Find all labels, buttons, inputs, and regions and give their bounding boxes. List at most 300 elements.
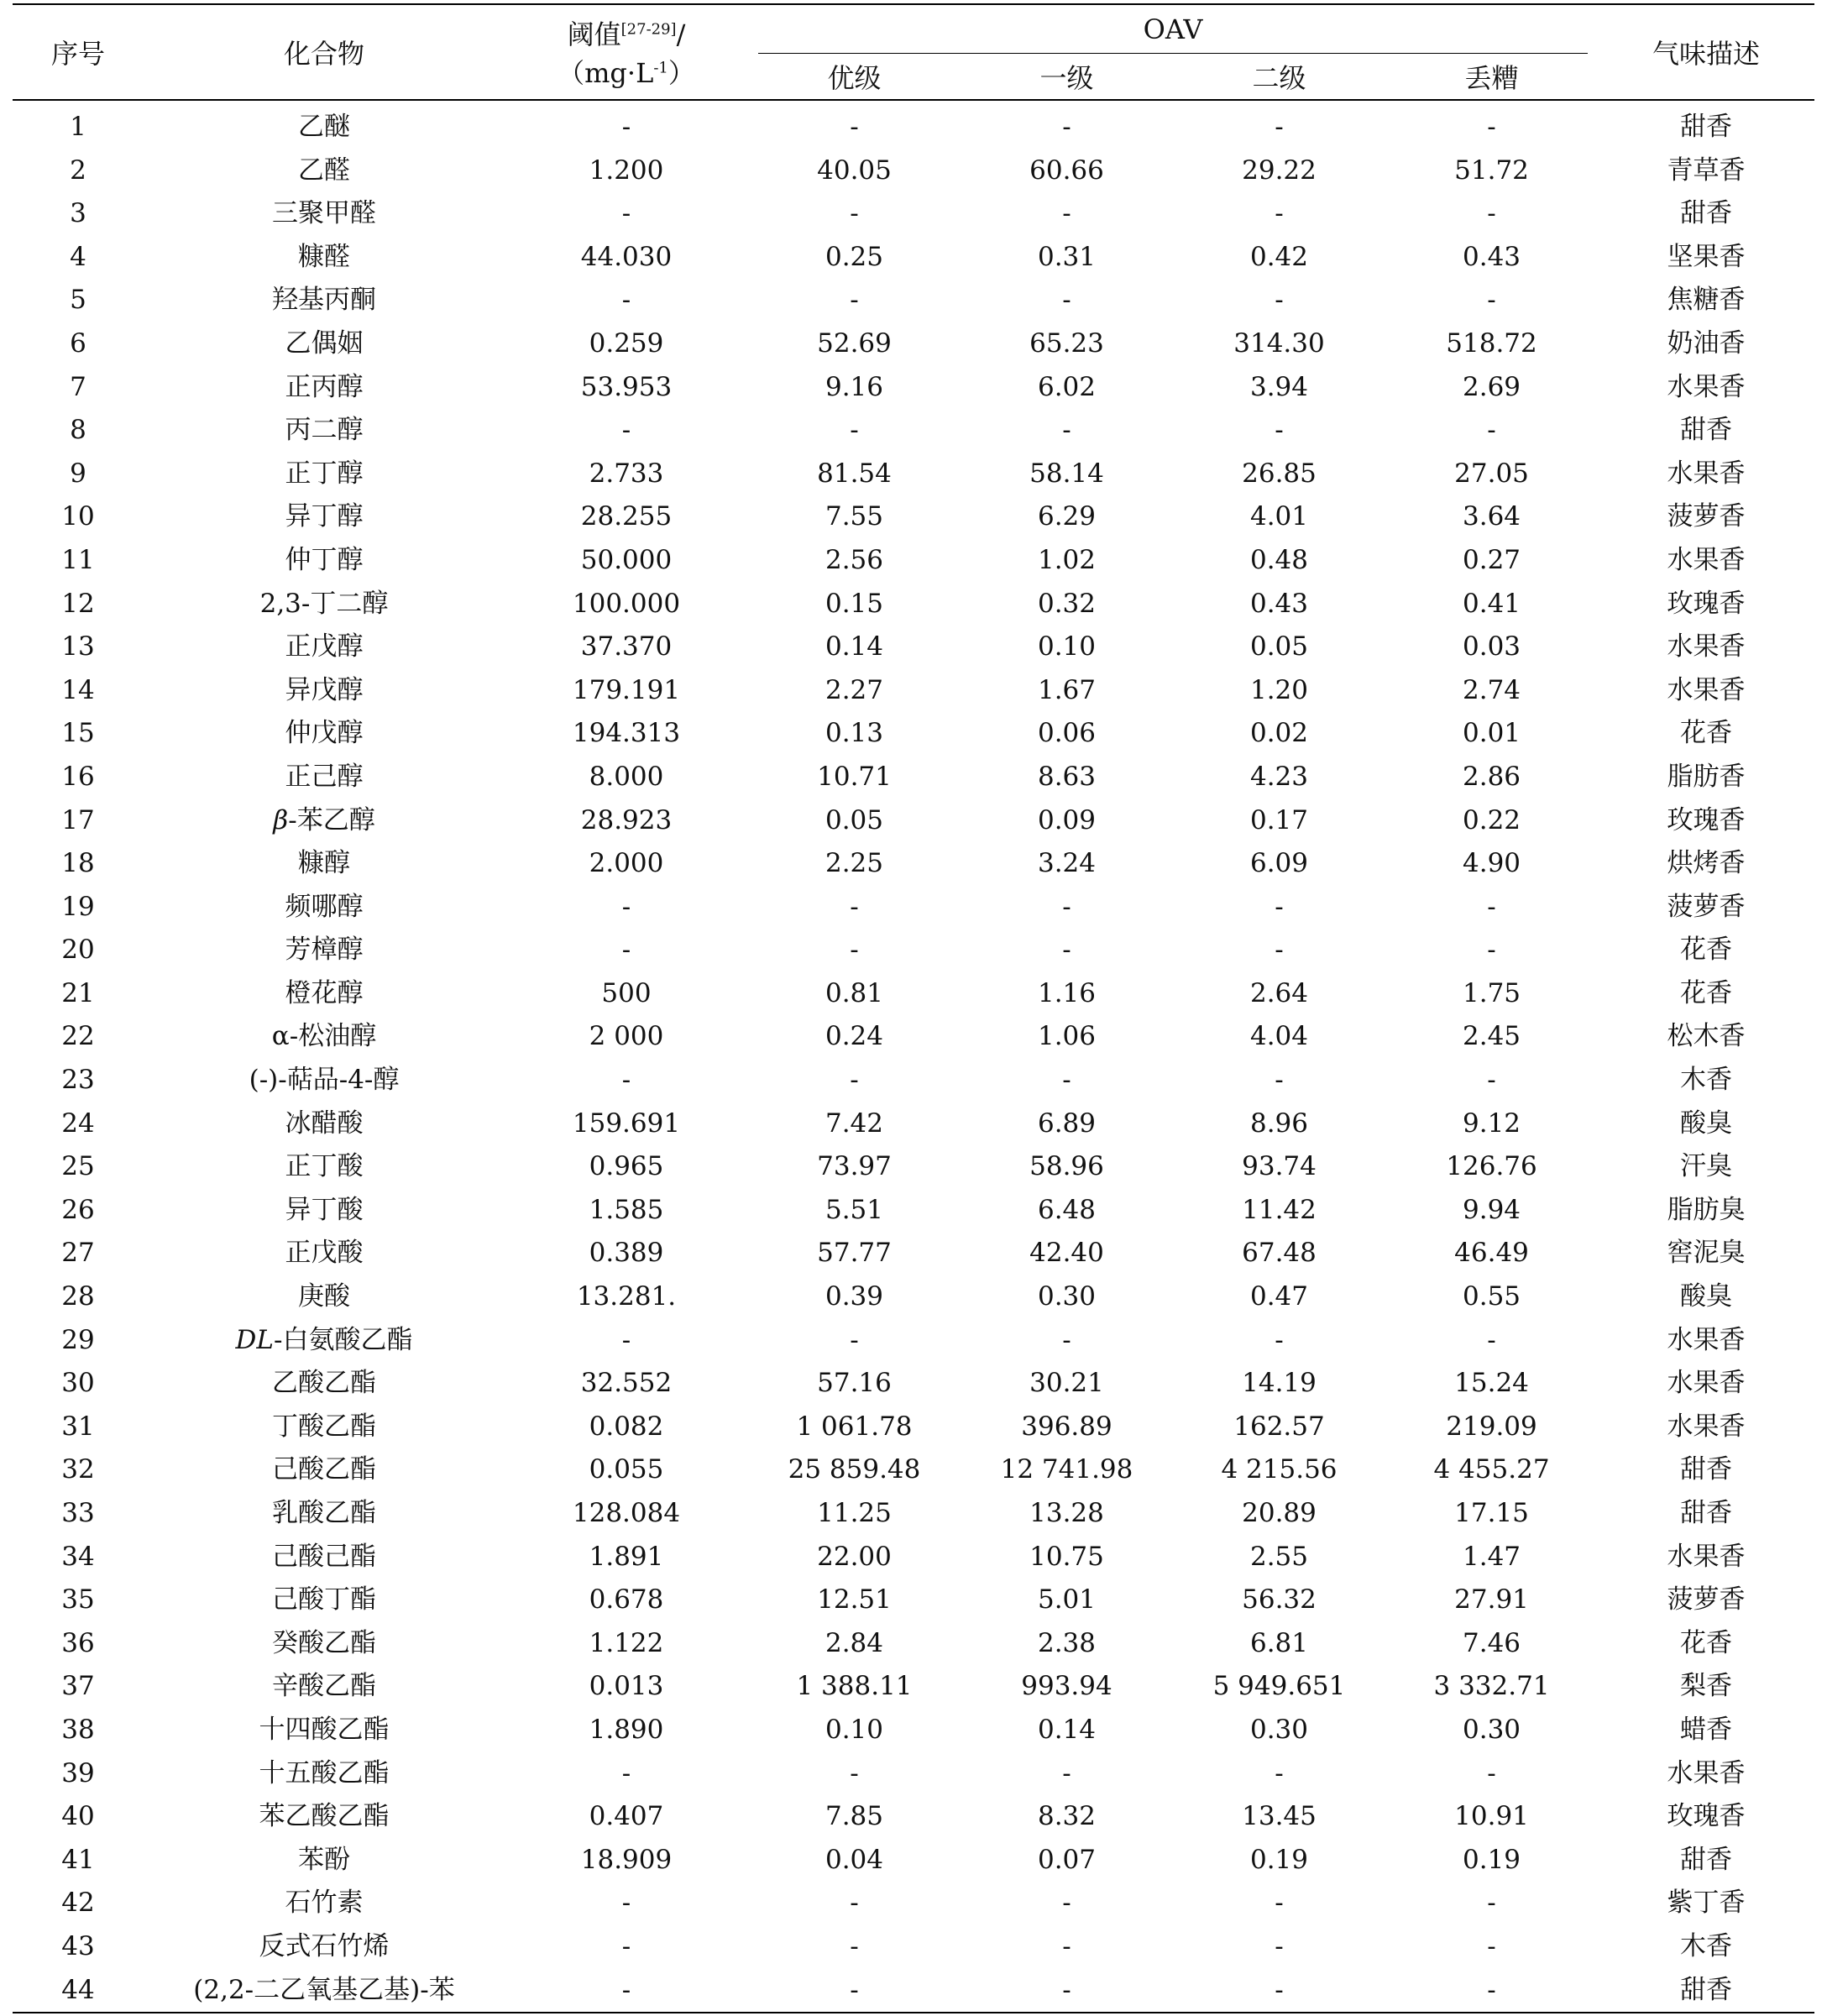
cell-oav-second: - (1275, 112, 1284, 142)
cell-oav-premium: 7.85 (825, 1801, 884, 1832)
cell-compound (144, 1622, 505, 1666)
cell-oav-first: - (1062, 415, 1071, 446)
cell-oav-second: 0.02 (1249, 718, 1309, 749)
cell-oav-second: 1.20 (1249, 674, 1309, 705)
cell-compound (144, 1665, 505, 1709)
cell-index: 32 (61, 1454, 95, 1485)
table-row (13, 322, 1814, 366)
cell-index: 41 (61, 1844, 95, 1875)
cell-oav-waste: 219.09 (1446, 1411, 1537, 1442)
cell-oav-premium: 0.10 (825, 1714, 884, 1745)
cell-odor: 木香 (1680, 1065, 1733, 1096)
table-row (13, 1319, 1814, 1363)
cell-oav-first: 3.24 (1037, 848, 1097, 879)
cell-oav-premium: 0.05 (825, 804, 884, 835)
cell-oav-waste: 15.24 (1454, 1368, 1529, 1399)
cell-oav-waste: 4.90 (1463, 848, 1521, 879)
cell-index: 8 (70, 415, 86, 446)
cell-compound (144, 1145, 505, 1189)
table-row (13, 1362, 1814, 1406)
cell-oav-premium: 52.69 (817, 327, 892, 359)
cell-oav-waste: - (1487, 1930, 1496, 1961)
cell-oav-second: 26.85 (1242, 458, 1317, 489)
cell-compound (144, 669, 505, 713)
cell-index: 11 (61, 544, 95, 575)
cell-oav-waste: - (1487, 935, 1496, 966)
cell-oav-waste: 7.46 (1463, 1627, 1521, 1658)
cell-oav-premium: 2.84 (825, 1627, 884, 1658)
cell-oav-first: - (1062, 1324, 1071, 1355)
cell-oav-premium: 0.13 (825, 718, 884, 749)
cell-oav-waste: 27.05 (1454, 458, 1529, 489)
cell-oav-premium: - (850, 1888, 859, 1919)
cell-oav-first: 13.28 (1029, 1498, 1104, 1528)
cell-index: 3 (70, 198, 86, 229)
cell-oav-first: - (1062, 1757, 1071, 1788)
cell-compound (144, 409, 505, 453)
cell-threshold: 194.313 (572, 718, 681, 749)
cell-oav-waste: - (1487, 1888, 1496, 1919)
cell-oav-second: 56.32 (1242, 1584, 1317, 1615)
cell-threshold: 0.259 (589, 327, 664, 359)
compound-name: (-)-萜品-4-醇 (249, 1065, 400, 1096)
cell-compound (144, 1362, 505, 1406)
compound-name: 庚酸 (298, 1281, 350, 1312)
cell-oav-waste: 1.75 (1463, 977, 1521, 1008)
cell-index: 28 (61, 1281, 95, 1312)
cell-threshold: 28.923 (580, 804, 673, 835)
cell-oav-premium: 0.04 (825, 1844, 884, 1875)
cell-compound (144, 1882, 505, 1925)
cell-oav-waste: 2.45 (1463, 1021, 1521, 1052)
cell-oav-waste: - (1487, 1324, 1496, 1355)
cell-compound (144, 192, 505, 236)
cell-index: 9 (70, 458, 86, 489)
table-row (13, 236, 1814, 280)
cell-compound (144, 1492, 505, 1536)
cell-compound (144, 886, 505, 929)
cell-oav-second: - (1275, 935, 1284, 966)
table-row (13, 1232, 1814, 1275)
cell-oav-second: 14.19 (1242, 1368, 1317, 1399)
table-row (13, 583, 1814, 626)
cell-oav-premium: 0.81 (825, 977, 884, 1008)
cell-index: 10 (61, 501, 95, 532)
header-oav (748, 4, 1598, 54)
cell-oav-waste: 27.91 (1454, 1584, 1529, 1615)
cell-index: 17 (61, 804, 95, 835)
cell-oav-waste: 0.41 (1463, 588, 1521, 619)
cell-oav-first: 42.40 (1029, 1238, 1104, 1269)
cell-index: 39 (61, 1757, 95, 1788)
cell-odor: 菠萝香 (1667, 501, 1746, 532)
cell-compound (144, 1536, 505, 1579)
table-row (13, 453, 1814, 496)
cell-index: 2 (70, 154, 86, 186)
cell-odor: 菠萝香 (1667, 1584, 1746, 1615)
cell-compound (144, 322, 505, 366)
table-row (13, 1102, 1814, 1146)
table-row (13, 409, 1814, 453)
cell-oav-first: 6.29 (1037, 501, 1097, 532)
compound-name: -白氨酸乙酯 (273, 1324, 413, 1355)
compound-name: 异丁酸 (285, 1194, 364, 1225)
cell-threshold: 500 (601, 977, 652, 1008)
cell-oav-first: 8.63 (1037, 761, 1097, 792)
cell-oav-second: 13.45 (1242, 1801, 1317, 1832)
header-threshold-label: 阈值 (567, 18, 621, 50)
cell-oav-premium: 81.54 (817, 458, 892, 489)
cell-oav-first: 2.38 (1037, 1627, 1097, 1658)
cell-oav-first: 6.48 (1037, 1194, 1097, 1225)
cell-odor: 水果香 (1667, 1368, 1746, 1399)
cell-odor: 水果香 (1667, 1757, 1746, 1788)
cell-oav-premium: - (850, 285, 859, 316)
compound-name: 仲丁醇 (285, 544, 364, 575)
cell-index: 27 (61, 1238, 95, 1269)
table-row (13, 626, 1814, 669)
cell-oav-waste: 0.30 (1463, 1714, 1521, 1745)
cell-index: 42 (61, 1888, 95, 1919)
cell-odor: 青草香 (1667, 154, 1746, 186)
cell-compound (144, 1969, 505, 2013)
cell-index: 13 (61, 631, 95, 662)
cell-oav-premium: 0.14 (825, 631, 884, 662)
cell-oav-first: - (1062, 935, 1071, 966)
table-row (13, 799, 1814, 843)
compound-name: 异丁醇 (285, 501, 364, 532)
cell-oav-waste: 0.43 (1463, 241, 1521, 272)
compound-name: 乙偶姻 (285, 327, 364, 359)
cell-oav-premium: - (748, 1969, 961, 2013)
cell-oav-waste: 0.27 (1463, 544, 1521, 575)
cell-compound (144, 453, 505, 496)
table-row (13, 1795, 1814, 1839)
compound-name: 糠醇 (298, 848, 350, 879)
header-odor: 气味描述 (1598, 4, 1814, 100)
cell-threshold: 0.407 (589, 1801, 664, 1832)
cell-oav-waste: 2.74 (1463, 674, 1521, 705)
cell-compound (144, 972, 505, 1016)
cell-oav-waste: 9.94 (1463, 1194, 1521, 1225)
cell-index: 4 (70, 241, 86, 272)
cell-threshold: - (621, 198, 631, 229)
cell-threshold: 1.585 (589, 1194, 664, 1225)
cell-odor: 甜香 (1680, 112, 1733, 142)
cell-oav-waste: 0.55 (1463, 1281, 1521, 1312)
cell-oav-premium: - (850, 1324, 859, 1355)
cell-odor: 甜香 (1680, 1498, 1733, 1528)
cell-oav-waste: 518.72 (1446, 327, 1537, 359)
cell-threshold: 37.370 (580, 631, 673, 662)
header-threshold (505, 4, 748, 100)
cell-oav-second: - (1275, 1324, 1284, 1355)
cell-threshold: - (621, 1324, 631, 1355)
cell-compound (144, 1579, 505, 1622)
cell-odor: 坚果香 (1667, 241, 1746, 272)
cell-index: 33 (61, 1498, 95, 1528)
cell-compound (144, 1189, 505, 1233)
compound-name: α-松油醇 (271, 1021, 377, 1052)
cell-oav-waste: 17.15 (1454, 1498, 1529, 1528)
compound-name: 正戊醇 (285, 631, 364, 662)
table-row (13, 495, 1814, 539)
table-row (13, 366, 1814, 410)
cell-oav-first: 0.10 (1037, 631, 1097, 662)
cell-threshold: 13.281. (576, 1281, 677, 1312)
cell-odor: 烘烤香 (1667, 848, 1746, 879)
cell-threshold: 53.953 (580, 371, 673, 402)
header-threshold-ref: [27-29] (620, 20, 677, 39)
cell-threshold: 159.691 (572, 1107, 681, 1139)
cell-oav-waste: - (1385, 1969, 1598, 2013)
cell-odor: 焦糖香 (1667, 285, 1746, 316)
cell-oav-premium: - (850, 1757, 859, 1788)
cell-oav-waste: 0.01 (1463, 718, 1521, 749)
header-grade-waste: 丢糟 (1385, 54, 1598, 100)
cell-odor: 甜香 (1680, 198, 1733, 229)
cell-threshold: - (621, 415, 631, 446)
cell-oav-first: 8.32 (1037, 1801, 1097, 1832)
table-row (13, 149, 1814, 193)
compound-prefix: DL (235, 1324, 274, 1355)
cell-oav-second: - (1275, 891, 1284, 922)
cell-compound (144, 495, 505, 539)
cell-odor: 菠萝香 (1667, 891, 1746, 922)
cell-oav-first: 0.30 (1037, 1281, 1097, 1312)
cell-odor: 甜香 (1598, 1969, 1814, 2013)
cell-compound (144, 1102, 505, 1146)
cell-threshold: 1.122 (589, 1627, 664, 1658)
cell-oav-second: 29.22 (1242, 154, 1317, 186)
cell-oav-second: 0.43 (1249, 588, 1309, 619)
compound-name: 异戊醇 (285, 674, 364, 705)
cell-oav-premium: 12.51 (817, 1584, 892, 1615)
header-threshold-line1 (505, 13, 748, 52)
cell-oav-first: 0.31 (1037, 241, 1097, 272)
cell-threshold: 100.000 (572, 588, 681, 619)
cell-oav-first: - (1062, 198, 1071, 229)
cell-compound (144, 1059, 505, 1102)
cell-compound (144, 236, 505, 280)
cell-oav-first: - (1062, 285, 1071, 316)
header-threshold-unit-close: ） (667, 57, 695, 89)
header-threshold-line2 (505, 52, 748, 91)
cell-oav-first: 30.21 (1029, 1368, 1104, 1399)
cell-compound (144, 799, 505, 843)
cell-index: 30 (61, 1368, 95, 1399)
cell-oav-second: 0.30 (1249, 1714, 1309, 1745)
cell-odor: 松木香 (1667, 1021, 1746, 1052)
cell-oav-first: 0.06 (1037, 718, 1097, 749)
cell-odor: 梨香 (1680, 1671, 1733, 1702)
cell-odor: 汗臭 (1680, 1151, 1733, 1182)
table-header (13, 4, 1814, 100)
cell-oav-second: 4.01 (1249, 501, 1309, 532)
cell-threshold: - (621, 1757, 631, 1788)
cell-index: 1 (70, 112, 86, 142)
cell-oav-second: 0.47 (1249, 1281, 1309, 1312)
cell-odor: 水果香 (1667, 371, 1746, 402)
compound-name: 仲戊醇 (285, 718, 364, 749)
compound-name: 乙酸乙酯 (272, 1368, 376, 1399)
header-oav-underline (758, 53, 1588, 54)
cell-index: 22 (61, 1021, 95, 1052)
cell-oav-premium: 2.27 (825, 674, 884, 705)
cell-oav-first: - (1062, 1888, 1071, 1919)
cell-index: 19 (61, 891, 95, 922)
cell-oav-first: - (1062, 1065, 1071, 1096)
cell-compound (144, 1232, 505, 1275)
table-row (13, 1492, 1814, 1536)
table-row (13, 712, 1814, 756)
cell-oav-first: 6.89 (1037, 1107, 1097, 1139)
compound-name: 石竹素 (285, 1888, 364, 1919)
header-grade-first: 一级 (961, 54, 1173, 100)
cell-oav-second: 2.55 (1249, 1541, 1309, 1572)
cell-oav-premium: 57.16 (817, 1368, 892, 1399)
cell-index: 43 (61, 1930, 95, 1961)
cell-oav-second: 314.30 (1233, 327, 1325, 359)
compound-name: 丁酸乙酯 (272, 1411, 376, 1442)
cell-oav-second: 4.04 (1249, 1021, 1309, 1052)
cell-oav-waste: 1.47 (1463, 1541, 1521, 1572)
cell-oav-premium: 57.77 (817, 1238, 892, 1269)
cell-oav-waste: 51.72 (1454, 154, 1529, 186)
cell-index: 5 (70, 285, 86, 316)
cell-oav-premium: 0.25 (825, 241, 884, 272)
compound-prefix: β (273, 804, 289, 835)
compound-name: 十五酸乙酯 (259, 1757, 390, 1788)
oav-table-page (13, 3, 1814, 2013)
cell-oav-first: 396.89 (1021, 1411, 1112, 1442)
cell-odor: 甜香 (1680, 1454, 1733, 1485)
cell-oav-second: - (1275, 1065, 1284, 1096)
cell-oav-first: 1.06 (1037, 1021, 1097, 1052)
table-row (13, 1752, 1814, 1796)
cell-oav-premium: 2.56 (825, 544, 884, 575)
cell-oav-second: - (1275, 1888, 1284, 1919)
cell-oav-second: - (1173, 1969, 1385, 2013)
cell-oav-second: 6.09 (1249, 848, 1309, 879)
compound-name: 正戊酸 (285, 1238, 364, 1269)
compound-name: 正丁酸 (285, 1151, 364, 1182)
cell-oav-waste: - (1487, 112, 1496, 142)
cell-oav-premium: 1 388.11 (796, 1671, 913, 1702)
cell-oav-premium: 5.51 (825, 1194, 884, 1225)
cell-oav-waste: 46.49 (1454, 1238, 1529, 1269)
compound-name: 苯酚 (298, 1844, 350, 1875)
cell-compound (144, 539, 505, 583)
cell-oav-waste: 0.22 (1463, 804, 1521, 835)
cell-oav-waste: 3.64 (1463, 501, 1521, 532)
cell-threshold: 0.013 (589, 1671, 664, 1702)
table-row (13, 1925, 1814, 1969)
compound-name: 频哪醇 (285, 891, 364, 922)
cell-oav-second: 6.81 (1249, 1627, 1309, 1658)
cell-index: 15 (61, 718, 95, 749)
cell-oav-second: 0.19 (1249, 1844, 1309, 1875)
header-index: 序号 (13, 4, 144, 100)
cell-compound (144, 1406, 505, 1449)
cell-oav-waste: 3 332.71 (1433, 1671, 1550, 1702)
cell-oav-second: 8.96 (1249, 1107, 1309, 1139)
compound-name: 癸酸乙酯 (272, 1627, 376, 1658)
cell-odor: 水果香 (1667, 674, 1746, 705)
cell-oav-second: - (1275, 415, 1284, 446)
table-row (13, 1622, 1814, 1666)
cell-odor: 蜡香 (1680, 1714, 1733, 1745)
cell-compound (144, 583, 505, 626)
compound-name: 己酸己酯 (272, 1541, 376, 1572)
compound-name: 羟基丙酮 (272, 285, 376, 316)
cell-index: 40 (61, 1801, 95, 1832)
compound-name: 苯乙酸乙酯 (259, 1801, 390, 1832)
compound-name: 橙花醇 (285, 977, 364, 1008)
compound-name: 丙二醇 (285, 415, 364, 446)
cell-oav-waste: 4 455.27 (1433, 1454, 1550, 1485)
cell-index: 26 (61, 1194, 95, 1225)
cell-index: 36 (61, 1627, 95, 1658)
cell-compound (144, 1448, 505, 1492)
cell-odor: 水果香 (1667, 544, 1746, 575)
cell-oav-first: - (961, 1969, 1173, 2013)
cell-compound (144, 626, 505, 669)
cell-threshold: 1.200 (589, 154, 664, 186)
cell-index: 21 (61, 977, 95, 1008)
cell-oav-premium: 25 859.48 (788, 1454, 921, 1485)
cell-oav-second: 11.42 (1242, 1194, 1317, 1225)
compound-name: 乙醚 (298, 112, 350, 142)
compound-name: 正丙醇 (285, 371, 364, 402)
cell-compound (144, 1839, 505, 1882)
compound-name: 己酸丁酯 (272, 1584, 376, 1615)
table-row (13, 1145, 1814, 1189)
table-row (13, 1448, 1814, 1492)
table-row (13, 886, 1814, 929)
compound-name: 反式石竹烯 (259, 1930, 390, 1961)
cell-oav-waste: 10.91 (1454, 1801, 1529, 1832)
cell-threshold: - (621, 891, 631, 922)
cell-oav-premium: 11.25 (817, 1498, 892, 1528)
table-row (13, 1969, 1814, 2013)
oav-table (13, 3, 1814, 2013)
header-grade-premium: 优级 (748, 54, 961, 100)
cell-compound (144, 149, 505, 193)
cell-oav-waste: 0.03 (1463, 631, 1521, 662)
cell-oav-second: 20.89 (1242, 1498, 1317, 1528)
cell-oav-premium: - (850, 112, 859, 142)
cell-index: 44 (13, 1969, 144, 2013)
header-grade-second: 二级 (1173, 54, 1385, 100)
cell-compound (144, 1925, 505, 1969)
cell-oav-second: 4 215.56 (1221, 1454, 1338, 1485)
cell-oav-premium: - (850, 891, 859, 922)
cell-threshold: - (621, 1065, 631, 1096)
cell-oav-premium: 0.15 (825, 588, 884, 619)
cell-compound (144, 1015, 505, 1059)
compound-name: 正己醇 (285, 761, 364, 792)
cell-threshold: 128.084 (572, 1498, 681, 1528)
cell-oav-first: - (1062, 1930, 1071, 1961)
table-row (13, 1882, 1814, 1925)
cell-index: 25 (61, 1151, 95, 1182)
cell-oav-second: 0.42 (1249, 241, 1309, 272)
cell-oav-waste: - (1487, 891, 1496, 922)
cell-oav-premium: 40.05 (817, 154, 892, 186)
compound-name: 乳酸乙酯 (272, 1498, 376, 1528)
cell-oav-first: 5.01 (1037, 1584, 1097, 1615)
